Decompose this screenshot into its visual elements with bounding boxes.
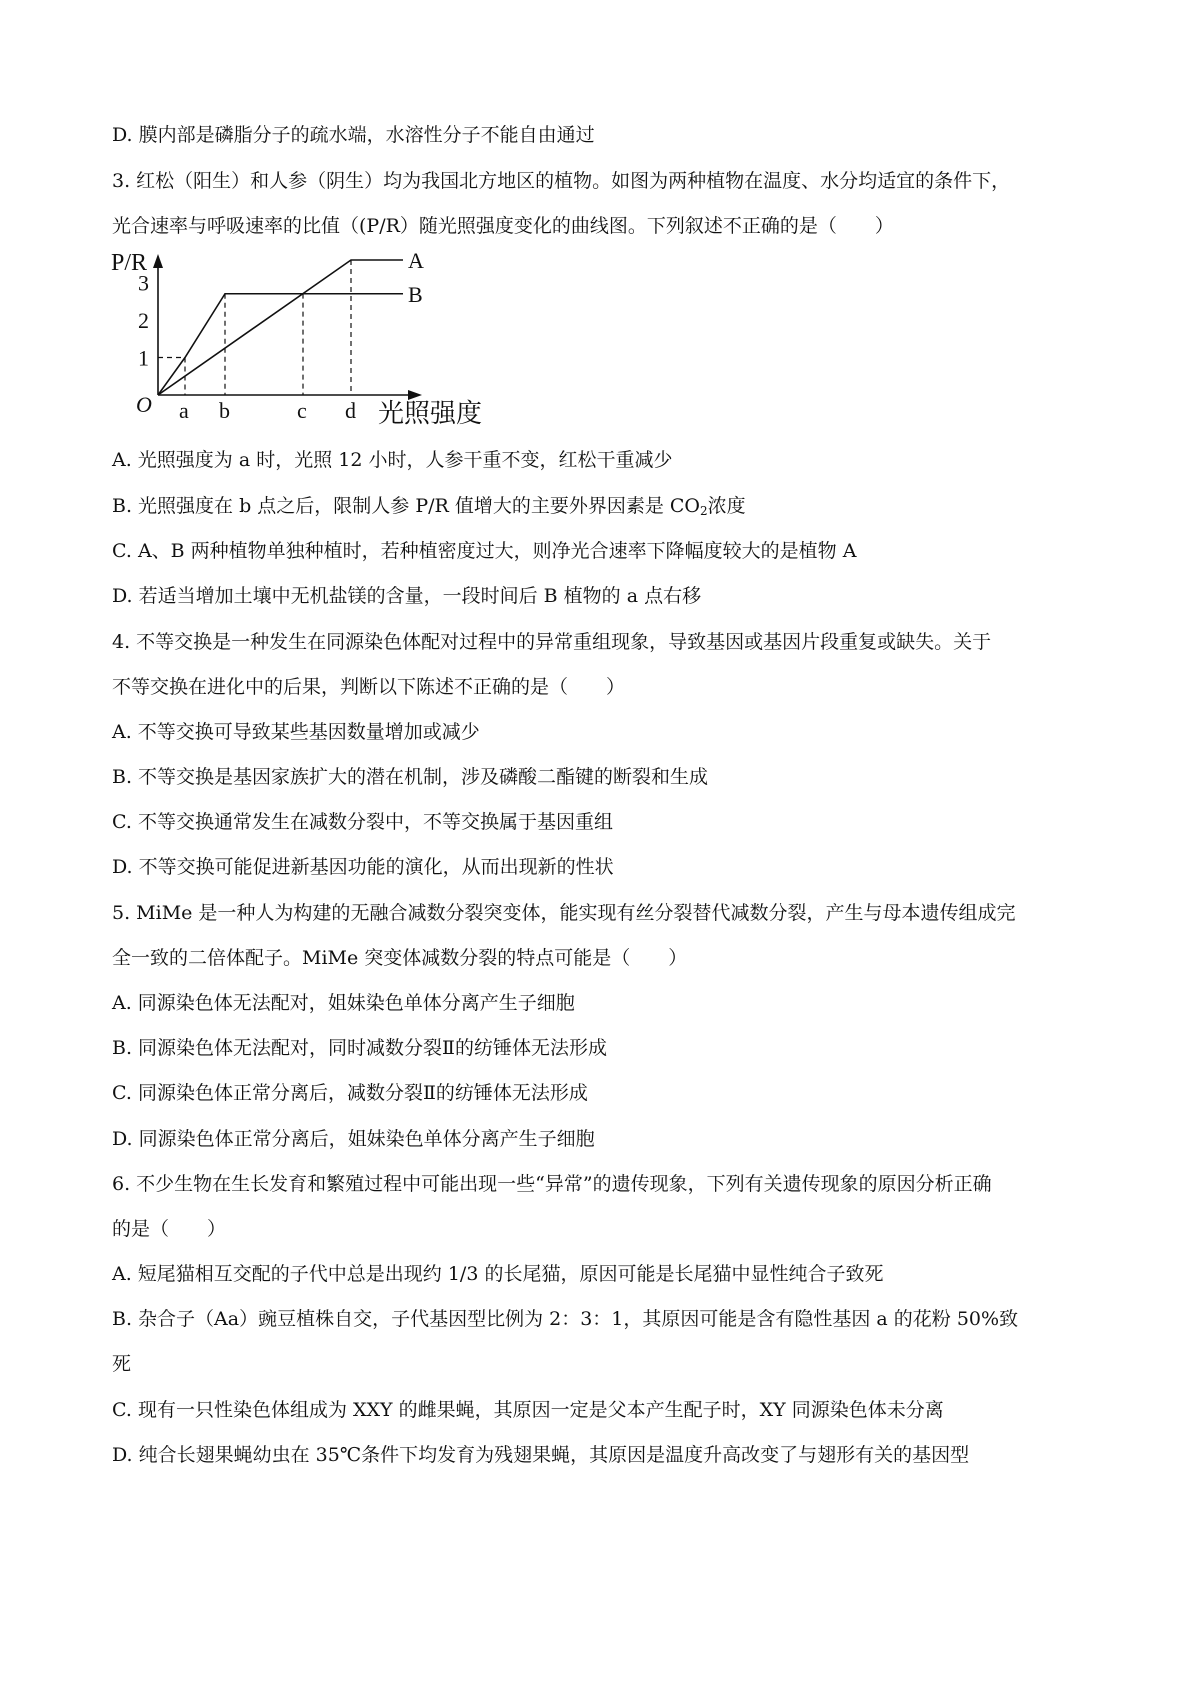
series-line-A <box>158 260 403 395</box>
q3-option-c: C. A、B 两种植物单独种植时，若种植密度过大，则净光合速率下降幅度较大的是植物 A <box>112 540 857 562</box>
q4-stem-line1: 4. 不等交换是一种发生在同源染色体配对过程中的异常重组现象，导致基因或基因片段重复或缺失。关于 <box>112 631 992 653</box>
q6-option-d: D. 纯合长翅果蝇幼虫在 35℃条件下均发育为残翅果蝇，其原因是温度升高改变了与翅形有关的基因型 <box>112 1444 970 1466</box>
q6-option-b-line1: B. 杂合子（Aa）豌豆植株自交，子代基因型比例为 2：3：1，其原因可能是含有隐性基因 a 的花粉 50%致 <box>112 1308 1019 1330</box>
q6-stem-line2: 的是（ ） <box>112 1218 227 1240</box>
x-axis-label: 光照强度 <box>378 399 483 428</box>
q6-option-b-line2: 死 <box>112 1353 132 1375</box>
pr-light-chart <box>105 250 525 470</box>
q3-stem-line2: 光合速率与呼吸速率的比值（(P/R）随光照强度变化的曲线图。下列叙述不正确的是（ ） <box>112 215 894 237</box>
q4-option-c: C. 不等交换通常发生在减数分裂中，不等交换属于基因重组 <box>112 811 613 833</box>
q3-option-b-subscript: 2 <box>700 504 708 518</box>
series-label-A: A <box>408 250 424 273</box>
x-tick-label-d: d <box>345 398 356 423</box>
q3-option-b-text: B. 光照强度在 b 点之后，限制人参 P/R 值增大的主要外界因素是 CO <box>112 495 701 517</box>
q6-stem-line1: 6. 不少生物在生长发育和繁殖过程中可能出现一些“异常”的遗传现象，下列有关遗传现象的原因分析正确 <box>112 1173 992 1195</box>
x-tick-label-c: c <box>297 398 307 423</box>
q5-stem-line1: 5. MiMe 是一种人为构建的无融合减数分裂突变体，能实现有丝分裂替代减数分裂，产生与母本遗传组成完 <box>112 902 1016 924</box>
q3-option-b-tail: 浓度 <box>707 495 746 517</box>
x-tick-label-b: b <box>219 398 230 423</box>
q5-option-c: C. 同源染色体正常分离后，减数分裂Ⅱ的纺锤体无法形成 <box>112 1082 588 1104</box>
y-axis-arrow <box>153 254 163 268</box>
x-tick-label-a: a <box>179 398 189 423</box>
q3-stem-line1: 3. 红松（阳生）和人参（阴生）均为我国北方地区的植物。如图为两种植物在温度、水分均适宜的条件下， <box>112 170 1011 192</box>
q4-option-a: A. 不等交换可导致某些基因数量增加或减少 <box>112 721 480 743</box>
q6-option-a: A. 短尾猫相互交配的子代中总是出现约 1/3 的长尾猫，原因可能是长尾猫中显性纯合子致死 <box>112 1263 884 1285</box>
q4-option-d: D. 不等交换可能促进新基因功能的演化，从而出现新的性状 <box>112 856 614 878</box>
y-axis-label: P/R <box>111 250 148 276</box>
q4-stem-line2: 不等交换在进化中的后果，判断以下陈述不正确的是（ ） <box>112 676 626 698</box>
q4-option-b: B. 不等交换是基因家族扩大的潜在机制，涉及磷酸二酯键的断裂和生成 <box>112 766 709 788</box>
q3-option-b <box>112 493 746 524</box>
q5-stem-line2: 全一致的二倍体配子。MiMe 突变体减数分裂的特点可能是（ ） <box>112 947 688 969</box>
q6-option-c: C. 现有一只性染色体组成为 XXY 的雌果蝇，其原因一定是父本产生配子时，XY 同源染色体未分离 <box>112 1399 944 1421</box>
q3-option-a: A. 光照强度为 a 时，光照 12 小时，人参干重不变，红松干重减少 <box>112 449 673 471</box>
series-label-B: B <box>408 281 423 307</box>
q5-option-b: B. 同源染色体无法配对，同时减数分裂Ⅱ的纺锤体无法形成 <box>112 1037 607 1059</box>
q5-option-d: D. 同源染色体正常分离后，姐妹染色单体分离产生子细胞 <box>112 1128 595 1150</box>
q2-option-d: D. 膜内部是磷脂分子的疏水端，水溶性分子不能自由通过 <box>112 124 595 146</box>
y-tick-label-1: 1 <box>138 345 149 371</box>
q5-option-a: A. 同源染色体无法配对，姐妹染色单体分离产生子细胞 <box>112 992 575 1014</box>
origin-label: O <box>136 392 152 417</box>
y-tick-label-3: 3 <box>138 270 149 296</box>
y-tick-label-2: 2 <box>138 308 149 333</box>
q3-option-d: D. 若适当增加土壤中无机盐镁的含量，一段时间后 B 植物的 a 点右移 <box>112 585 702 607</box>
